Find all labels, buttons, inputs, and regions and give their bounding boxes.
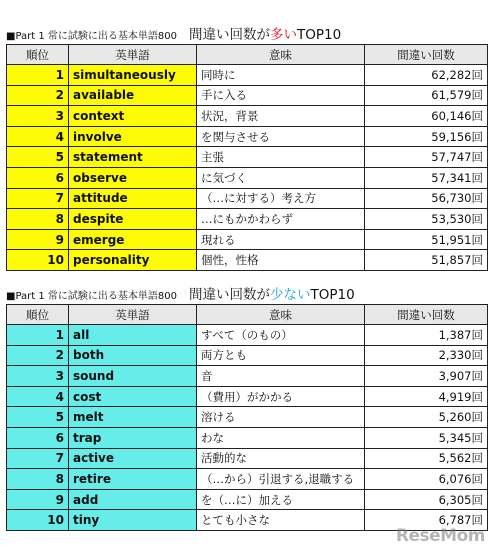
table-row xyxy=(7,188,488,209)
count-cell: 59,156回 xyxy=(365,126,488,147)
rank-cell: 8 xyxy=(7,209,69,230)
table-row xyxy=(7,386,488,407)
fewest-mistakes-table xyxy=(6,304,488,531)
rank-cell: 4 xyxy=(7,386,69,407)
meaning-cell: 現れる xyxy=(197,229,365,250)
table-header-row xyxy=(7,305,488,325)
most-mistakes-table xyxy=(6,44,488,271)
rank-cell: 3 xyxy=(7,106,69,127)
header-rank: 順位 xyxy=(7,305,69,325)
count-cell: 1,387回 xyxy=(365,325,488,346)
meaning-cell: 個性，性格 xyxy=(197,250,365,271)
word-cell: active xyxy=(69,448,197,469)
table-row xyxy=(7,366,488,387)
table-row xyxy=(7,65,488,86)
rank-cell: 10 xyxy=(7,250,69,271)
table-header-row xyxy=(7,45,488,65)
word-cell: context xyxy=(69,106,197,127)
meaning-cell: （…に対する）考え方 xyxy=(197,188,365,209)
meaning-cell: を（…に）加える xyxy=(197,489,365,510)
meaning-cell: に気づく xyxy=(197,167,365,188)
title-suffix: TOP10 xyxy=(310,287,355,303)
count-cell: 56,730回 xyxy=(365,188,488,209)
meaning-cell: （費用）がかかる xyxy=(197,386,365,407)
most-mistakes-section xyxy=(6,26,487,271)
word-cell: melt xyxy=(69,407,197,428)
title-highlight: 多い xyxy=(270,27,297,43)
table-row xyxy=(7,427,488,448)
fewest-mistakes-section xyxy=(6,286,487,531)
word-cell: statement xyxy=(69,147,197,168)
count-cell: 51,951回 xyxy=(365,229,488,250)
meaning-cell: …にもかかわらず xyxy=(197,209,365,230)
table-row xyxy=(7,250,488,271)
header-count: 間違い回数 xyxy=(365,305,488,325)
count-cell: 2,330回 xyxy=(365,345,488,366)
count-cell: 62,282回 xyxy=(365,65,488,86)
table-row xyxy=(7,448,488,469)
count-cell: 5,345回 xyxy=(365,427,488,448)
section-title xyxy=(189,26,341,44)
meaning-cell: 手に入る xyxy=(197,85,365,106)
count-cell: 6,787回 xyxy=(365,510,488,531)
title-highlight: 少ない xyxy=(270,287,311,303)
table-row xyxy=(7,106,488,127)
table-row xyxy=(7,407,488,428)
header-word: 英単語 xyxy=(69,45,197,65)
table-row xyxy=(7,167,488,188)
word-cell: tiny xyxy=(69,510,197,531)
word-cell: despite xyxy=(69,209,197,230)
table-row xyxy=(7,209,488,230)
word-cell: simultaneously xyxy=(69,65,197,86)
word-cell: observe xyxy=(69,167,197,188)
table-row xyxy=(7,325,488,346)
rank-cell: 2 xyxy=(7,345,69,366)
word-cell: all xyxy=(69,325,197,346)
meaning-cell: 溶ける xyxy=(197,407,365,428)
meaning-cell: とても小さな xyxy=(197,510,365,531)
meaning-cell: 音 xyxy=(197,366,365,387)
meaning-cell: を関与させる xyxy=(197,126,365,147)
section-title xyxy=(189,286,355,304)
count-cell: 4,919回 xyxy=(365,386,488,407)
table-row xyxy=(7,126,488,147)
meaning-cell: 同時に xyxy=(197,65,365,86)
rank-cell: 4 xyxy=(7,126,69,147)
rank-cell: 7 xyxy=(7,448,69,469)
rank-cell: 10 xyxy=(7,510,69,531)
word-cell: personality xyxy=(69,250,197,271)
rank-cell: 7 xyxy=(7,188,69,209)
header-meaning: 意味 xyxy=(197,45,365,65)
table-row xyxy=(7,469,488,490)
count-cell: 3,907回 xyxy=(365,366,488,387)
rank-cell: 6 xyxy=(7,427,69,448)
fewest-mistakes-caption xyxy=(6,286,487,304)
count-cell: 5,260回 xyxy=(365,407,488,428)
meaning-cell: 活動的な xyxy=(197,448,365,469)
most-mistakes-caption xyxy=(6,26,487,44)
word-cell: trap xyxy=(69,427,197,448)
meaning-cell: すべて（のもの） xyxy=(197,325,365,346)
header-rank: 順位 xyxy=(7,45,69,65)
header-word: 英単語 xyxy=(69,305,197,325)
count-cell: 6,076回 xyxy=(365,469,488,490)
table-row xyxy=(7,345,488,366)
rank-cell: 1 xyxy=(7,65,69,86)
count-cell: 61,579回 xyxy=(365,85,488,106)
word-cell: add xyxy=(69,489,197,510)
section-subtitle: ■Part 1 常に試験に出る基本単語800 xyxy=(6,291,177,302)
word-cell: emerge xyxy=(69,229,197,250)
meaning-cell: （…から）引退する,退職する xyxy=(197,469,365,490)
table-row xyxy=(7,489,488,510)
title-suffix: TOP10 xyxy=(297,27,342,43)
rank-cell: 6 xyxy=(7,167,69,188)
header-count: 間違い回数 xyxy=(365,45,488,65)
table-row xyxy=(7,147,488,168)
rank-cell: 2 xyxy=(7,85,69,106)
count-cell: 5,562回 xyxy=(365,448,488,469)
meaning-cell: 主張 xyxy=(197,147,365,168)
count-cell: 51,857回 xyxy=(365,250,488,271)
rank-cell: 9 xyxy=(7,229,69,250)
count-cell: 6,305回 xyxy=(365,489,488,510)
section-subtitle: ■Part 1 常に試験に出る基本単語800 xyxy=(6,31,177,42)
rank-cell: 3 xyxy=(7,366,69,387)
table-row xyxy=(7,85,488,106)
rank-cell: 9 xyxy=(7,489,69,510)
count-cell: 53,530回 xyxy=(365,209,488,230)
meaning-cell: 両方とも xyxy=(197,345,365,366)
most-mistakes-rows xyxy=(7,65,488,271)
table-row xyxy=(7,229,488,250)
fewest-mistakes-rows xyxy=(7,325,488,531)
word-cell: cost xyxy=(69,386,197,407)
rank-cell: 5 xyxy=(7,407,69,428)
title-prefix: 間違い回数が xyxy=(189,287,270,303)
word-cell: available xyxy=(69,85,197,106)
resemom-watermark-logo: ReseMom xyxy=(395,526,485,546)
count-cell: 60,146回 xyxy=(365,106,488,127)
meaning-cell: 状況，背景 xyxy=(197,106,365,127)
rank-cell: 1 xyxy=(7,325,69,346)
rank-cell: 5 xyxy=(7,147,69,168)
word-cell: sound xyxy=(69,366,197,387)
title-prefix: 間違い回数が xyxy=(189,27,270,43)
rank-cell: 8 xyxy=(7,469,69,490)
word-cell: involve xyxy=(69,126,197,147)
word-cell: retire xyxy=(69,469,197,490)
word-cell: attitude xyxy=(69,188,197,209)
count-cell: 57,341回 xyxy=(365,167,488,188)
meaning-cell: わな xyxy=(197,427,365,448)
header-meaning: 意味 xyxy=(197,305,365,325)
count-cell: 57,747回 xyxy=(365,147,488,168)
word-cell: both xyxy=(69,345,197,366)
